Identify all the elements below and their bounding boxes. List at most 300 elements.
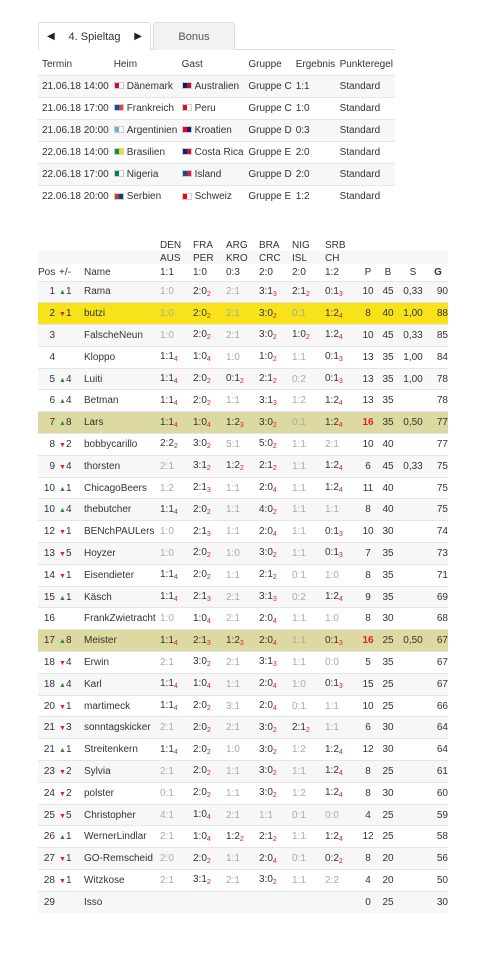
points-b: 30 — [378, 782, 398, 804]
ranking-row[interactable] — [38, 630, 448, 652]
rank-diff — [59, 325, 84, 347]
player-name[interactable]: bobbycarillo — [84, 434, 160, 456]
player-name[interactable]: ChicagoBeers — [84, 477, 160, 499]
tip-cell — [226, 346, 259, 368]
points-s — [398, 891, 428, 913]
points-g: 75 — [428, 455, 448, 477]
arrow-down-icon: ▼ — [59, 441, 66, 449]
tip-cell — [193, 303, 226, 325]
tip-cell — [259, 346, 292, 368]
tip-points: 4 — [173, 596, 178, 604]
rank-pos: 1 — [38, 281, 59, 303]
tip-cell — [193, 412, 226, 434]
points-g: 64 — [428, 739, 448, 761]
player-name[interactable]: Rama — [84, 281, 160, 303]
tip-score: 1:1 — [292, 765, 306, 777]
tip-points: 2 — [272, 378, 277, 386]
points-g: 66 — [428, 695, 448, 717]
points-g: 30 — [428, 891, 448, 913]
tip-cell — [226, 761, 259, 783]
ranking-row[interactable] — [38, 521, 448, 543]
points-p: 8 — [358, 564, 378, 586]
tip-score: 1:0 — [193, 809, 207, 821]
tip-score: 3:1 — [259, 656, 273, 668]
tip-score: 2:0 — [193, 721, 207, 733]
tip-points: 2 — [338, 857, 343, 865]
tip-cell — [226, 673, 259, 695]
tip-score: 1:0 — [193, 830, 207, 842]
ranking-header-row — [38, 264, 448, 281]
ranking-table — [38, 238, 448, 913]
flag-icon — [114, 126, 124, 133]
player-name[interactable]: BENchPAULers — [84, 521, 160, 543]
tip-score: 1:2 — [160, 482, 174, 494]
tip-points: 4 — [173, 574, 178, 582]
tip-cell — [259, 368, 292, 390]
tip-points: 2 — [239, 835, 244, 843]
points-s — [398, 543, 428, 565]
points-g: 67 — [428, 652, 448, 674]
player-name[interactable]: Isso — [84, 891, 160, 913]
tip-cell — [325, 848, 358, 870]
tip-cell — [160, 782, 193, 804]
tip-score: 0:1 — [292, 417, 306, 429]
player-name[interactable]: FrankZwietracht — [84, 608, 160, 630]
tip-score: 0:2 — [292, 591, 306, 603]
tip-cell — [193, 346, 226, 368]
tip-score: 3:0 — [259, 547, 273, 559]
points-p: 16 — [358, 412, 378, 434]
tip-cell — [259, 782, 292, 804]
flag-icon — [114, 193, 124, 200]
tip-points: 2 — [206, 443, 211, 451]
tip-cell — [325, 564, 358, 586]
tip-score: 1:2 — [325, 591, 339, 603]
player-name[interactable]: Luiti — [84, 368, 160, 390]
tip-points: 2 — [272, 421, 277, 429]
player-name[interactable]: Witzkose — [84, 870, 160, 892]
ranking-row[interactable] — [38, 804, 448, 826]
tip-score: 1:2 — [226, 416, 240, 428]
tip-cell — [160, 281, 193, 303]
points-b: 25 — [378, 891, 398, 913]
points-b: 20 — [378, 848, 398, 870]
player-name[interactable]: martimeck — [84, 695, 160, 717]
rank-diff-value: 8 — [65, 417, 72, 429]
ranking-row[interactable] — [38, 434, 448, 456]
tip-score: 2:0 — [193, 787, 207, 799]
points-p: 0 — [358, 891, 378, 913]
tip-score: 1:1 — [160, 700, 174, 712]
rank-diff-value: 1 — [65, 874, 72, 886]
tab-bonus[interactable]: Bonus — [153, 22, 235, 50]
match-header: ISL — [292, 251, 325, 264]
fixture-group: Gruppe C — [244, 75, 291, 97]
tip-score: 0:1 — [325, 547, 339, 559]
tip-score: 1:1 — [292, 874, 306, 886]
rank-diff — [59, 848, 84, 870]
ranking-row[interactable] — [38, 739, 448, 761]
fixture-row — [38, 185, 395, 207]
tip-cell — [292, 739, 325, 761]
ranking-row[interactable] — [38, 652, 448, 674]
tip-cell — [259, 543, 292, 565]
points-s — [398, 739, 428, 761]
tip-points: 4 — [272, 857, 277, 865]
ranking-row[interactable] — [38, 673, 448, 695]
rank-diff-value: 2 — [65, 787, 72, 799]
player-name[interactable]: polster — [84, 782, 160, 804]
fixtures-header-cell: Gast — [181, 58, 203, 70]
ranking-row[interactable] — [38, 412, 448, 434]
tip-score: 4:1 — [160, 809, 174, 821]
tip-score: 2:1 — [259, 373, 273, 385]
tip-points: 4 — [338, 792, 343, 800]
tip-cell — [292, 652, 325, 674]
player-name[interactable]: thorsten — [84, 455, 160, 477]
rank-diff-value: 4 — [65, 460, 72, 472]
ranking-row[interactable] — [38, 608, 448, 630]
fixture-group: Gruppe D — [244, 163, 291, 185]
rank-pos: 3 — [38, 325, 59, 347]
ranking-row[interactable] — [38, 826, 448, 848]
ranking-row[interactable] — [38, 761, 448, 783]
team-name: Brasilien — [126, 146, 166, 158]
tip-score: 2:0 — [193, 394, 207, 406]
rank-diff — [59, 761, 84, 783]
tip-score: 1:1 — [292, 831, 306, 843]
tip-points: 4 — [173, 683, 178, 691]
tip-cell — [193, 390, 226, 412]
points-b: 25 — [378, 695, 398, 717]
tip-score: 3:0 — [259, 765, 273, 777]
tip-cell — [193, 804, 226, 826]
player-name[interactable]: Erwin — [84, 652, 160, 674]
tip-cell — [226, 586, 259, 608]
player-name[interactable]: Betman — [84, 390, 160, 412]
tip-cell — [292, 826, 325, 848]
tip-points: 3 — [338, 378, 343, 386]
rank-pos: 27 — [38, 848, 59, 870]
tip-cell — [259, 826, 292, 848]
tip-score: 1:1 — [226, 853, 240, 865]
ranking-row[interactable] — [38, 695, 448, 717]
points-p: 4 — [358, 870, 378, 892]
tip-score: 3:1 — [259, 394, 273, 406]
tip-score: 1:1 — [160, 634, 174, 646]
tip-cell — [292, 499, 325, 521]
tip-cell — [259, 499, 292, 521]
tip-score: 1:2 — [325, 307, 339, 319]
tip-score: 3:1 — [193, 874, 207, 886]
tip-points: 4 — [338, 770, 343, 778]
tip-cell — [259, 586, 292, 608]
header-name: Name — [84, 266, 111, 278]
flag-icon — [114, 148, 124, 155]
tip-cell — [325, 325, 358, 347]
tip-points: 4 — [272, 487, 277, 495]
tip-score: 0:1 — [325, 351, 339, 363]
points-p: 9 — [358, 586, 378, 608]
rank-pos: 14 — [38, 564, 59, 586]
tip-points: 3 — [338, 290, 343, 298]
tip-score: 2:1 — [292, 721, 306, 733]
tip-points: 2 — [206, 857, 211, 865]
points-b: 45 — [378, 281, 398, 303]
points-p: 7 — [358, 543, 378, 565]
rank-diff — [59, 521, 84, 543]
points-g: 60 — [428, 782, 448, 804]
tip-cell — [160, 543, 193, 565]
fixture-row — [38, 141, 395, 163]
player-name[interactable]: Christopher — [84, 804, 160, 826]
ranking-row[interactable] — [38, 586, 448, 608]
arrow-down-icon: ▼ — [59, 463, 66, 471]
tip-cell — [292, 346, 325, 368]
ranking-row[interactable] — [38, 325, 448, 347]
rank-diff-value: 1 — [65, 700, 72, 712]
match-header: PER — [193, 251, 226, 264]
player-name[interactable]: sonntagskicker — [84, 717, 160, 739]
ranking-row[interactable] — [38, 303, 448, 325]
rank-diff — [59, 499, 84, 521]
fixture-date: 22.06.18 17:00 — [38, 163, 110, 185]
tip-cell — [226, 368, 259, 390]
tip-points: 3 — [272, 399, 277, 407]
tip-cell — [325, 412, 358, 434]
tip-points: 2 — [206, 661, 211, 669]
points-s — [398, 521, 428, 543]
tip-cell — [193, 717, 226, 739]
points-b: 30 — [378, 739, 398, 761]
tip-cell — [160, 368, 193, 390]
tip-cell — [226, 848, 259, 870]
tip-cell — [292, 630, 325, 652]
tip-score: 1:1 — [160, 394, 174, 406]
tip-score: 3:1 — [226, 700, 240, 712]
match-header: DEN — [160, 240, 182, 251]
ranking-row[interactable] — [38, 848, 448, 870]
rank-pos: 28 — [38, 870, 59, 892]
tip-cell — [259, 455, 292, 477]
points-s — [398, 608, 428, 630]
rank-diff — [59, 739, 84, 761]
points-s: 1,00 — [398, 303, 428, 325]
player-name[interactable]: GO-Remscheid — [84, 848, 160, 870]
fixture-home — [110, 163, 178, 185]
rank-diff-value: 1 — [65, 526, 72, 538]
points-b: 35 — [378, 412, 398, 434]
rank-diff — [59, 412, 84, 434]
tip-cell — [226, 695, 259, 717]
tip-points: 2 — [206, 879, 211, 887]
player-name[interactable]: Sylvia — [84, 761, 160, 783]
tip-cell — [325, 499, 358, 521]
arrow-down-icon: ▼ — [59, 790, 66, 798]
tip-cell — [226, 477, 259, 499]
rank-pos: 7 — [38, 412, 59, 434]
arrow-down-icon: ▼ — [59, 659, 66, 667]
tip-score: 2:1 — [226, 308, 240, 320]
tip-score: 1:1 — [226, 765, 240, 777]
ranking-row[interactable] — [38, 368, 448, 390]
tip-cell — [226, 804, 259, 826]
match-result-header: 1:2 — [325, 266, 339, 278]
tip-score: 1:1 — [325, 722, 339, 734]
ranking-row[interactable] — [38, 891, 448, 913]
ranking-row[interactable] — [38, 870, 448, 892]
fixture-rule: Standard — [336, 163, 395, 185]
tip-cell — [226, 652, 259, 674]
player-name[interactable]: Eisendieter — [84, 564, 160, 586]
ranking-row[interactable] — [38, 390, 448, 412]
team-name: Island — [194, 168, 222, 180]
player-name[interactable]: butzi — [84, 303, 160, 325]
tab-spieltag[interactable] — [38, 22, 151, 51]
fixtures-header — [38, 54, 395, 75]
rank-diff — [59, 543, 84, 565]
tip-score: 1:1 — [160, 678, 174, 690]
tip-score: 2:0 — [160, 853, 174, 865]
fixture-away — [178, 163, 245, 185]
ranking-row[interactable] — [38, 499, 448, 521]
tip-score: 0:1 — [292, 809, 306, 821]
tip-score: 2:0 — [193, 329, 207, 341]
ranking-row[interactable] — [38, 717, 448, 739]
ranking-row[interactable] — [38, 564, 448, 586]
tip-points: 4 — [173, 705, 178, 713]
tip-score: 2:0 — [259, 852, 273, 864]
player-name[interactable]: FalscheNeun — [84, 325, 160, 347]
team-name: Argentinien — [126, 124, 178, 136]
tip-cell — [226, 434, 259, 456]
tip-cell — [325, 891, 358, 913]
tip-cell — [160, 870, 193, 892]
rank-diff-value: 8 — [65, 635, 72, 647]
team-name: Dänemark — [126, 80, 173, 92]
tip-cell — [160, 695, 193, 717]
tip-points: 2 — [272, 334, 277, 342]
player-name[interactable]: Hoyzer — [84, 543, 160, 565]
tip-cell — [193, 826, 226, 848]
points-s — [398, 390, 428, 412]
fixture-result: 2:0 — [292, 141, 336, 163]
player-name[interactable]: thebutcher — [84, 499, 160, 521]
rank-pos: 17 — [38, 630, 59, 652]
player-name[interactable]: Meister — [84, 630, 160, 652]
tip-cell — [325, 281, 358, 303]
tip-score: 3:0 — [259, 329, 273, 341]
tip-score: 2:0 — [193, 285, 207, 297]
points-b: 25 — [378, 630, 398, 652]
tip-cell — [160, 303, 193, 325]
player-name[interactable]: Lars — [84, 412, 160, 434]
tip-score: 2:1 — [259, 830, 273, 842]
ranking-row[interactable] — [38, 455, 448, 477]
rank-diff-value: 4 — [65, 678, 72, 690]
tip-cell — [292, 521, 325, 543]
tip-score: 1:1 — [226, 569, 240, 581]
player-name[interactable]: WernerLindlar — [84, 826, 160, 848]
player-name[interactable]: Käsch — [84, 586, 160, 608]
tip-cell — [193, 455, 226, 477]
tip-points: 4 — [338, 334, 343, 342]
points-b: 35 — [378, 652, 398, 674]
tip-cell — [193, 434, 226, 456]
tip-cell — [160, 455, 193, 477]
tip-score: 1:0 — [259, 351, 273, 363]
arrow-left-icon[interactable]: ◀ — [47, 31, 55, 42]
points-p: 13 — [358, 346, 378, 368]
points-p: 10 — [358, 695, 378, 717]
points-p: 10 — [358, 434, 378, 456]
rank-pos: 12 — [38, 521, 59, 543]
tip-cell — [193, 891, 226, 913]
tip-cell — [160, 499, 193, 521]
points-g: 84 — [428, 346, 448, 368]
fixture-away — [178, 75, 245, 97]
ranking-row[interactable] — [38, 543, 448, 565]
ranking-row[interactable] — [38, 281, 448, 303]
player-name[interactable]: Streitenkern — [84, 739, 160, 761]
fixture-rule: Standard — [336, 119, 395, 141]
tip-points: 4 — [173, 639, 178, 647]
rank-diff — [59, 477, 84, 499]
tip-cell — [292, 325, 325, 347]
rank-diff — [59, 826, 84, 848]
arrow-down-icon: ▼ — [59, 703, 66, 711]
tip-points: 4 — [338, 487, 343, 495]
rank-diff — [59, 782, 84, 804]
tip-score: 1:1 — [226, 678, 240, 690]
rank-pos: 16 — [38, 608, 59, 630]
match-result-header: 0:3 — [226, 266, 240, 278]
player-name[interactable]: Kloppo — [84, 346, 160, 368]
tip-cell — [292, 477, 325, 499]
points-p: 8 — [358, 608, 378, 630]
tip-cell — [226, 303, 259, 325]
tip-cell — [325, 303, 358, 325]
tip-score: 2:0 — [259, 482, 273, 494]
ranking-row[interactable] — [38, 782, 448, 804]
points-s: 0,50 — [398, 412, 428, 434]
tip-score: 2:0 — [259, 678, 273, 690]
tip-score: 1:2 — [325, 460, 339, 472]
flag-icon — [182, 193, 192, 200]
tip-points: 2 — [206, 399, 211, 407]
tab-spieltag-label: 4. Spieltag — [68, 30, 121, 43]
tip-cell — [259, 303, 292, 325]
fixture-away — [178, 119, 245, 141]
tip-score: 1:1 — [292, 351, 306, 363]
tip-score: 0:1 — [292, 569, 306, 581]
tip-score: 1:2 — [325, 830, 339, 842]
arrow-right-icon[interactable]: ▶ — [134, 31, 142, 42]
ranking-row[interactable] — [38, 477, 448, 499]
tip-score: 0:1 — [325, 285, 339, 297]
tip-score: 1:2 — [292, 395, 306, 407]
rank-pos: 21 — [38, 739, 59, 761]
points-p: 5 — [358, 652, 378, 674]
ranking-row[interactable] — [38, 346, 448, 368]
tip-points: 4 — [338, 465, 343, 473]
tip-score: 2:0 — [259, 525, 273, 537]
tip-points: 3 — [272, 290, 277, 298]
rank-diff-value: 3 — [65, 722, 72, 734]
player-name[interactable]: Karl — [84, 673, 160, 695]
tip-score: 1:1 — [160, 416, 174, 428]
match-header: ARG — [226, 240, 248, 251]
